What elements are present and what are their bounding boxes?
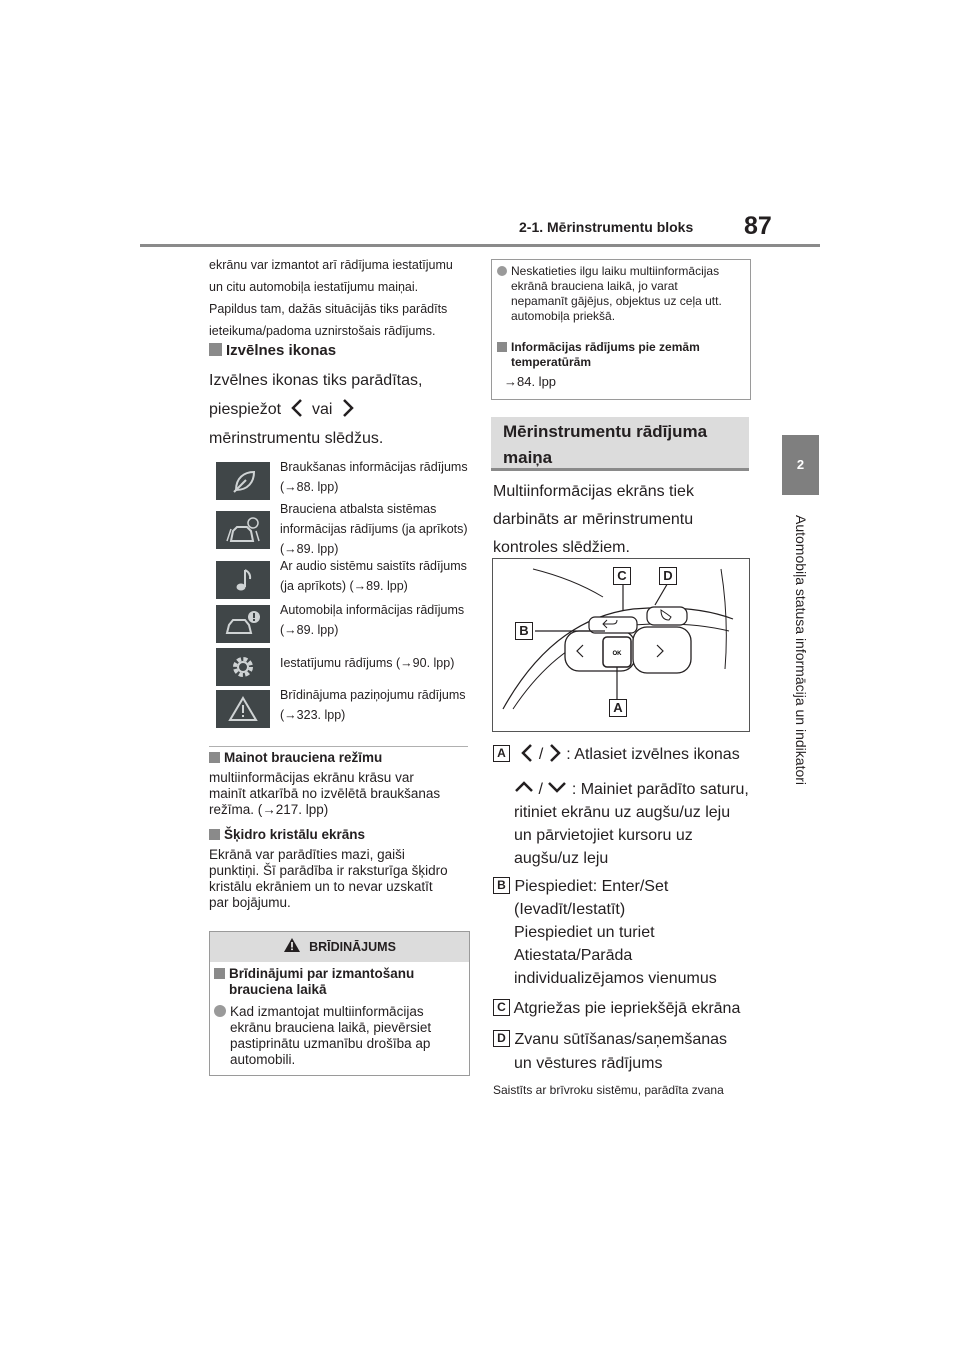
page-number: 87 (744, 212, 772, 240)
figure-label-c: C (613, 567, 631, 585)
intro-line-3: Papildus tam, dažās situācijās tiks parādīts (209, 302, 448, 316)
menu-item-vehicle-info: Automobiļa informācijas rādījums (→89. lpp) (216, 605, 470, 643)
note-heading: Informācijas rādījums pie zemām temperatūrām (497, 340, 700, 370)
legend-letter-c: C (493, 999, 510, 1016)
driver-assist-icon (216, 511, 270, 549)
legend-c: C Atgriežas pie iepriekšējā ekrāna (493, 995, 740, 1023)
menu-item-warnings: Brīdinājuma paziņojumu rādījums (→323. lpp) (216, 690, 470, 728)
drive-mode-heading: Mainot brauciena režīmu (209, 750, 382, 765)
menu-item-driver-assist: Brauciena atbalsta sistēmas informācijas rādījums (ja aprīkots) (→89. lpp) (216, 511, 470, 549)
section-intro: Multiinformācijas ekrāns tiek darbināts ar mērinstrumentu kontroles slēdžiem. (493, 483, 694, 556)
note-box (491, 259, 751, 400)
chevron-right-icon (341, 398, 355, 418)
chevron-left-icon (520, 743, 534, 763)
intro-line-2: un citu automobiļa iestatījumu maiņai. (209, 280, 419, 294)
gear-icon (216, 648, 270, 686)
chevron-down-icon (547, 780, 567, 794)
chapter-tab: 2 (782, 435, 819, 495)
square-bullet-icon (209, 829, 220, 840)
warning-triangle-icon (216, 690, 270, 728)
legend-d: D Zvanu sūtīšanas/saņemšanas un vēstures rādījums (493, 1028, 727, 1076)
figure-label-a: A (609, 699, 627, 717)
caution-subheading: Brīdinājumi par izmantošanu brauciena laikā (214, 966, 414, 998)
menu-line-1: Izvēlnes ikonas tiks parādītas, (209, 372, 423, 389)
svg-text:OK: OK (612, 651, 622, 657)
steering-switch-figure (492, 558, 750, 732)
leaf-icon (216, 462, 270, 500)
square-bullet-icon (497, 342, 507, 352)
caution-bullet: Kad izmantojat multiinformācijas ekrānu brauciena laikā, pievērsiet pastiprinātu uzmanību drošība ap automobili. (214, 1004, 431, 1068)
round-bullet-icon (497, 266, 507, 276)
caution-box (209, 931, 470, 1076)
square-bullet-icon (214, 968, 225, 979)
intro-line-1: ekrānu var izmantot arī rādījuma iestatījumu (209, 258, 453, 272)
warning-triangle-icon (283, 937, 301, 953)
legend-letter-b: B (493, 877, 510, 894)
legend-a: A / : Atlasiet izvēlnes ikonas (493, 741, 740, 769)
note-bullet: Neskatieties ilgu laiku multiinformācijas ekrānā brauciena laikā, jo varat nepamanīt gājējus, objektus uz ceļa utt. automobiļa priekšā. (497, 264, 722, 324)
chevron-right-icon (548, 743, 562, 763)
caution-header: BRĪDINĀJUMS (210, 932, 469, 962)
menu-item-settings: Iestatījumu rādījums (→90. lpp) (216, 648, 470, 686)
square-bullet-icon (209, 752, 220, 763)
legend-footnote: Saistīts ar brīvroku sistēmu, parādīta zvana (493, 1083, 724, 1097)
divider (209, 746, 468, 747)
car-info-icon (216, 605, 270, 643)
legend-b: B Piespiediet: Enter/Set (Ievadīt/Iestatīt) Piespiediet un turiet Atiestata/Parāda individualizējamos vienumus (493, 875, 717, 990)
menu-line-2: piespiežot vai (209, 396, 355, 424)
menu-line-3: mērinstrumentu slēdžus. (209, 430, 384, 447)
round-bullet-icon (214, 1005, 226, 1017)
chevron-up-icon (514, 780, 534, 794)
header-rule (140, 244, 820, 247)
intro-line-4: ieteikuma/padoma uznirstošais rādījums. (209, 324, 436, 338)
music-note-icon (216, 561, 270, 599)
drive-mode-text: multiinformācijas ekrānu krāsu var mainīt atkarībā no izvēlētā braukšanas režīma. (→217. lpp) (209, 770, 441, 817)
chevron-left-icon (290, 398, 304, 418)
figure-label-d: D (659, 567, 677, 585)
section-title: 2-1. Mērinstrumentu bloks (519, 219, 694, 235)
menu-heading: Izvēlnes ikonas (209, 342, 336, 359)
chapter-title: Automobiļa statusa informācija un indikatori (793, 514, 809, 786)
legend-a-line-2: / : Mainiet parādīto saturu, (514, 776, 749, 804)
lcd-heading: Šķidro kristālu ekrāns (209, 827, 365, 842)
menu-item-audio: Ar audio sistēmu saistīts rādījums (ja aprīkots) (→89. lpp) (216, 561, 470, 599)
menu-item-driving-info: Braukšanas informācijas rādījums (→88. lpp) (216, 462, 470, 500)
figure-label-b: B (515, 622, 533, 640)
square-bullet-icon (209, 343, 222, 356)
legend-a-rest: ritiniet ekrānu uz augšu/uz leju un pārvietojiet kursoru uz augšu/uz leju (514, 804, 731, 867)
note-ref: →84. lpp (504, 374, 557, 389)
lcd-text: Ekrānā var parādīties mazi, gaiši punktiņi. Šī parādība ir raksturīga šķidro kristālu ekrāniem un to nevar uzskatīt par bojājumu. (209, 847, 448, 910)
legend-letter-d: D (493, 1030, 510, 1047)
section-heading: Mērinstrumentu rādījuma maiņa (491, 417, 749, 471)
legend-letter-a: A (493, 745, 510, 762)
